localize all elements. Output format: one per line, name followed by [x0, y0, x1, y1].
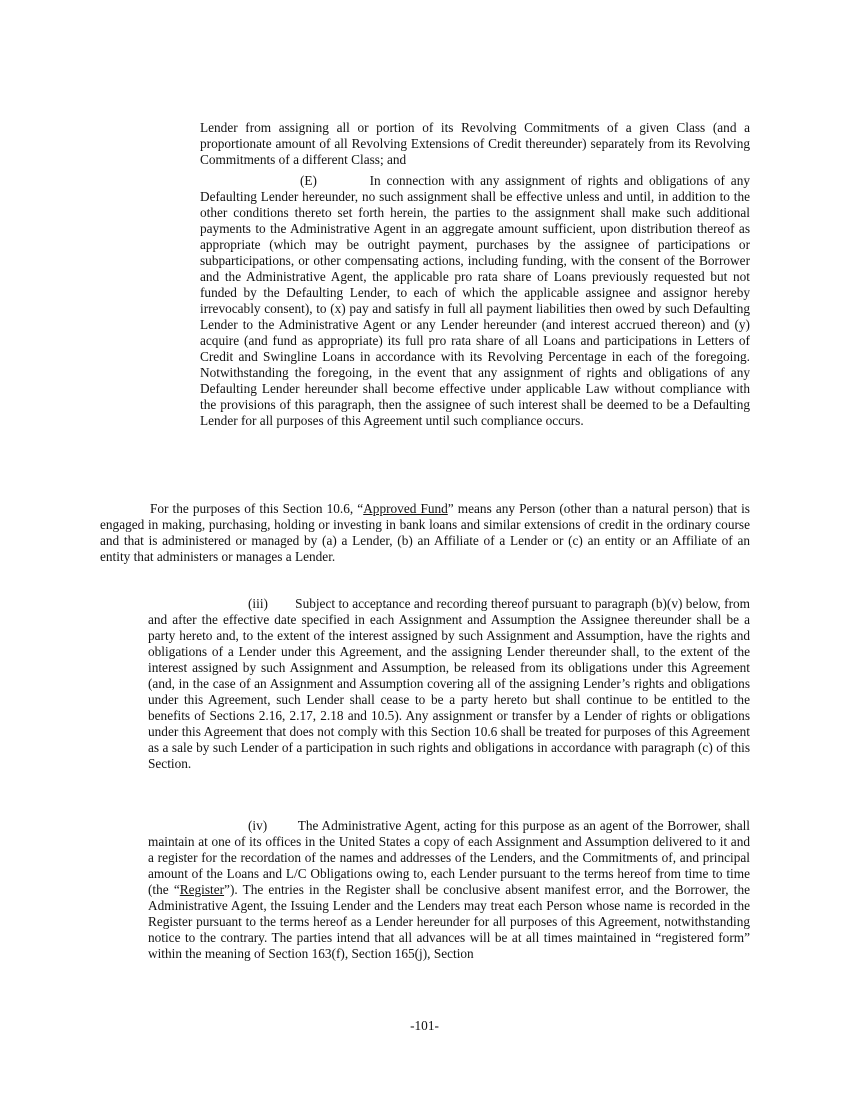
register-term: Register: [179, 882, 225, 897]
paragraph-approved-fund: [100, 501, 750, 565]
paragraph-iv-after: ”). The entries in the Register shall be conclusive absent manifest error, and the Borrower, the Administrative Agent, the Issuing Lender and the Lenders may treat each Person whose name is recorded in the Register pursuant to the terms hereof as a Lender hereunder for all purposes of this Agreement, notwithstanding notice to the contrary. The parties intend that all advances will be at all times maintained in “registered form” within the meaning of Section 163(f), Section 165(j), Section: [148, 882, 750, 961]
paragraph-e: [200, 173, 750, 429]
paragraph-e-label: (E): [300, 173, 317, 188]
paragraph-iii-label: (iii): [248, 596, 268, 611]
paragraph-continuation-text: Lender from assigning all or portion of its Revolving Commitments of a given Class (and a proportionate amount of all Revolving Extensions of Credit thereunder) separately from its Revolving Commitments of a different Class; and: [200, 120, 750, 167]
paragraph-iii-text: Subject to acceptance and recording thereof pursuant to paragraph (b)(v) below, from and after the effective date specified in each Assignment and Assumption the Assignee thereunder shall be a party hereto and, to the extent of the interest assigned by such Assignment and Assumption, have the rights and obligations of a Lender under this Agreement, and the assigning Lender thereunder shall, to the extent of the interest assigned by such Assignment and Assumption, be released from its obligations under this Agreement (and, in the case of an Assignment and Assumption covering all of the assigning Lender’s rights and obligations under this Agreement, such Lender shall cease to be a party hereto but shall continue to be entitled to the benefits of Sections 2.16, 2.17, 2.18 and 10.5). Any assignment or transfer by a Lender of rights or obligations under this Agreement that does not comply with this Section 10.6 shall be treated for purposes of this Agreement as a sale by such Lender of a participation in such rights and obligations in accordance with paragraph (c) of this Section.: [148, 596, 751, 771]
approved-fund-term: Approved Fund: [363, 501, 448, 516]
paragraph-iii: [148, 596, 750, 772]
paragraph-iv-before: The Administrative Agent, acting for this purpose as an agent of the Borrower, shall maintain at one of its offices in the United States a copy of each Assignment and Assumption delivered to it and a register for the recordation of the names and addresses of the Lenders, and the Commitments of, and principal amount of the Loans and L/C Obligations owing to, each Lender pursuant to the terms hereof from time to time (the “: [148, 818, 750, 897]
paragraph-iv: [148, 818, 750, 962]
page-number: -101-: [410, 1018, 439, 1033]
paragraph-continuation: [200, 120, 750, 168]
approved-fund-after: ” means any Person (other than a natural person) that is engaged in making, purchasing, holding or investing in bank loans and similar extensions of credit in the ordinary course and that is administered or managed by (a) a Lender, (b) an Affiliate of a Lender or (c) an entity or an Affiliate of an entity that administers or manages a Lender.: [100, 501, 750, 564]
paragraph-iv-label: (iv): [248, 818, 268, 833]
paragraph-e-text: In connection with any assignment of rights and obligations of any Defaulting Lender hereunder, no such assignment shall be effective unless and until, in addition to the other conditions thereto set forth herein, the parties to the assignment shall make such additional payments to the Administrative Agent in an aggregate amount sufficient, upon distribution thereof as appropriate (which may be outright payment, purchases by the assignee of participations or subparticipations, or other compensating actions, including funding, with the consent of the Borrower and the Administrative Agent, the applicable pro rata share of Loans previously requested but not funded by the Defaulting Lender, to each of which the applicable assignee and assignor hereby irrevocably consent), to (x) pay and satisfy in full all payment liabilities then owed by such Defaulting Lender to the Administrative Agent or any Lender hereunder (and interest accrued thereon) and (y) acquire (and fund as appropriate) its full pro rata share of all Loans and participations in Letters of Credit and Swingline Loans in accordance with its Revolving Percentage in each of the foregoing. Notwithstanding the foregoing, in the event that any assignment of rights and obligations of any Defaulting Lender hereunder shall become effective under applicable Law without compliance with the provisions of this paragraph, then the assignee of such interest shall be deemed to be a Defaulting Lender for all purposes of this Agreement until such compliance occurs.: [200, 173, 750, 428]
approved-fund-before: For the purposes of this Section 10.6, “: [150, 501, 364, 516]
